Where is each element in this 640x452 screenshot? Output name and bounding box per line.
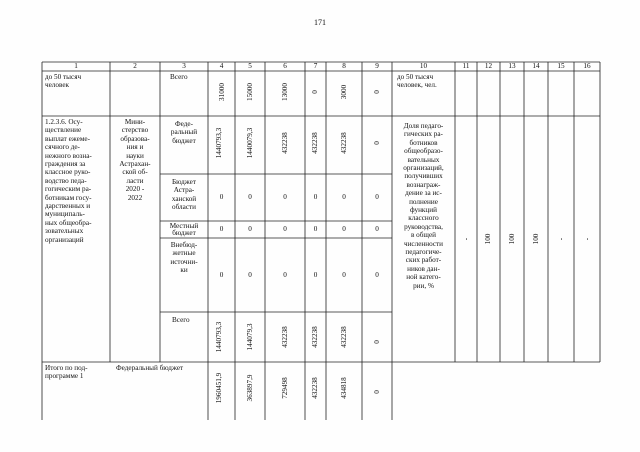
source-regional-label: Бюджет: [172, 178, 196, 186]
measure-title-line: сячного де-: [45, 143, 80, 152]
source-total-label: Всего: [172, 316, 190, 324]
header-col-3: 3: [182, 62, 186, 70]
source-federal-label: ральный: [170, 128, 198, 137]
target-value-16: -: [583, 237, 591, 241]
indicator-line: общеобразо-: [404, 147, 443, 156]
extrabudget-value-7: 0: [313, 271, 318, 279]
page-number: 171: [314, 18, 326, 27]
regional-value-4: 0: [219, 193, 224, 201]
total-row-value-7: 432238: [311, 377, 319, 399]
total-row-label: программе 1: [45, 372, 84, 381]
indicator-line: дение за ис-: [405, 189, 442, 198]
source-extrabudget-label: источни-: [170, 257, 198, 266]
indicator-line: педагогиче-: [405, 248, 442, 256]
indicator-line: гических ра-: [404, 130, 443, 139]
measure-title-line: ных общеобра-: [45, 218, 92, 227]
source-local-label: бюджет: [172, 229, 196, 238]
extrabudget-value-5: 0: [248, 271, 252, 279]
header-col-8: 8: [342, 62, 346, 70]
prev-row-label-line2: человек: [45, 81, 70, 89]
indicator-line: руководства,: [404, 222, 443, 231]
header-col-7: 7: [313, 62, 318, 70]
source-federal-label: Феде-: [174, 120, 193, 128]
regional-value-6: 0: [283, 193, 287, 201]
measure-title-line: ботникам госу-: [45, 193, 92, 202]
executor-line: 2022: [127, 193, 143, 202]
indicator-line: классного: [408, 214, 439, 223]
indicator-line: организаций,: [403, 164, 444, 172]
source-extrabudget-label: ки: [180, 266, 188, 275]
local-value-6: 0: [283, 224, 287, 233]
target-value-14: 100: [532, 233, 540, 245]
source-regional-label: области: [171, 203, 197, 212]
prev-row-indicator-line1: до 50 тысяч: [397, 73, 434, 81]
executor-line: ской об-: [122, 168, 148, 177]
target-value-15: -: [557, 237, 565, 241]
executor-line: образова-: [120, 134, 150, 143]
executor-line: науки: [126, 151, 144, 160]
prev-row-value-5: 15000: [246, 83, 254, 101]
source-federal-label: бюджет: [172, 136, 196, 145]
regional-value-8: 0: [342, 193, 346, 201]
extrabudget-value-8: 0: [342, 271, 346, 279]
header-col-15: 15: [557, 62, 565, 70]
measure-title-line: дарственных и: [45, 202, 91, 210]
local-value-4: 0: [219, 224, 224, 233]
header-col-5: 5: [248, 62, 252, 70]
prev-row-source: Всего: [170, 73, 188, 81]
target-value-12: 100: [484, 233, 492, 245]
total-value-4: 1440793,3: [215, 321, 223, 353]
source-regional-label: Астра-: [173, 186, 195, 195]
indicator-line: Доля педаго-: [403, 122, 444, 130]
header-col-2: 2: [133, 62, 137, 70]
executor-line: ния и: [126, 143, 144, 152]
total-value-7: 432238: [311, 326, 319, 348]
total-value-8: 432238: [340, 326, 348, 348]
prev-row-value-7: 0: [311, 90, 319, 94]
measure-title-line: граждения за: [45, 160, 86, 168]
extrabudget-value-6: 0: [283, 271, 287, 279]
total-row-value-9: 0: [373, 390, 381, 394]
prev-row-value-4: 31000: [218, 83, 226, 101]
prev-row-value-8: 3000: [340, 84, 348, 100]
local-value-5: 0: [248, 224, 252, 233]
indicator-line: рии, %: [413, 281, 434, 290]
total-row-value-6: 729498: [281, 377, 289, 399]
regional-value-5: 0: [248, 193, 252, 201]
total-row-value-4: 1960451,9: [215, 372, 223, 404]
source-extrabudget-label: жетные: [172, 249, 196, 258]
indicator-line: численности: [403, 239, 444, 248]
indicator-line: функций: [410, 206, 437, 214]
header-col-6: 6: [283, 62, 287, 70]
indicator-line: полнение: [409, 197, 438, 206]
federal-value-9: 0: [373, 141, 381, 145]
federal-value-4: 1440793,3: [215, 127, 223, 159]
extrabudget-value-9: 0: [375, 271, 379, 279]
total-row-label: Итого по под-: [45, 364, 88, 372]
header-col-9: 9: [375, 62, 379, 70]
header-col-11: 11: [462, 62, 470, 70]
target-value-13: 100: [508, 233, 516, 245]
federal-value-8: 432238: [340, 132, 348, 154]
header-col-14: 14: [532, 62, 540, 70]
measure-title-line: организаций: [45, 235, 84, 244]
target-value-11: -: [462, 237, 470, 241]
regional-value-7: 0: [313, 193, 318, 201]
total-value-5: 144079,3: [246, 323, 254, 351]
measure-title-line: ществление: [45, 126, 82, 135]
total-value-6: 432238: [281, 326, 289, 348]
total-value-9: 0: [373, 340, 381, 344]
indicator-line: ников дан-: [407, 264, 440, 273]
measure-title-line: водство педа-: [45, 176, 87, 185]
header-col-4: 4: [219, 62, 224, 70]
measure-title-line: выплат ежеме-: [45, 134, 90, 143]
header-col-1: 1: [74, 62, 78, 70]
federal-value-5: 1440079,3: [246, 127, 254, 159]
measure-title-line: гогическим ра-: [45, 185, 92, 194]
measure-title-line: 1.2.3.6. Осу-: [45, 118, 83, 126]
measure-title-line: муниципаль-: [45, 210, 85, 219]
source-extrabudget-label: Внебюд-: [170, 241, 198, 249]
indicator-line: вательных: [407, 155, 440, 164]
prev-row-indicator-line2: человек, чел.: [397, 81, 437, 89]
indicator-line: вознаграж-: [406, 180, 441, 189]
local-value-9: 0: [375, 224, 379, 233]
local-value-8: 0: [342, 224, 346, 233]
header-col-16: 16: [583, 62, 591, 70]
indicator-line: в общей: [410, 231, 436, 240]
executor-line: стерство: [121, 126, 149, 135]
indicator-line: ских работ-: [405, 256, 442, 265]
indicator-line: ботников: [409, 138, 438, 147]
executor-line: ласти: [126, 176, 144, 185]
prev-row-value-6: 13000: [281, 83, 289, 101]
header-col-12: 12: [484, 62, 493, 70]
extrabudget-value-4: 0: [219, 271, 224, 279]
regional-value-9: 0: [375, 193, 379, 201]
local-value-7: 0: [313, 224, 318, 233]
prev-row-value-9: 0: [373, 90, 381, 94]
total-row-source: Федеральный бюджет: [116, 364, 184, 372]
source-local-label: Местный: [169, 221, 199, 230]
indicator-line: ной катего-: [406, 273, 441, 282]
total-row-value-8: 434818: [340, 377, 348, 399]
source-regional-label: ханской: [171, 194, 197, 203]
total-row-value-5: 363897,9: [246, 374, 254, 402]
prev-row-label-line1: до 50 тысяч: [45, 73, 82, 81]
header-col-13: 13: [508, 62, 516, 70]
executor-line: 2020 -: [125, 185, 145, 194]
measure-title-line: зовательных: [45, 227, 84, 236]
executor-line: Астрахан-: [119, 160, 151, 168]
header-col-10: 10: [419, 62, 428, 70]
federal-value-7: 432238: [311, 132, 319, 154]
federal-value-6: 432238: [281, 132, 289, 154]
measure-title-line: классное руко-: [45, 168, 91, 177]
executor-line: Мини-: [124, 118, 146, 126]
indicator-line: получивших: [404, 172, 443, 181]
measure-title-line: нежного возна-: [45, 151, 92, 160]
